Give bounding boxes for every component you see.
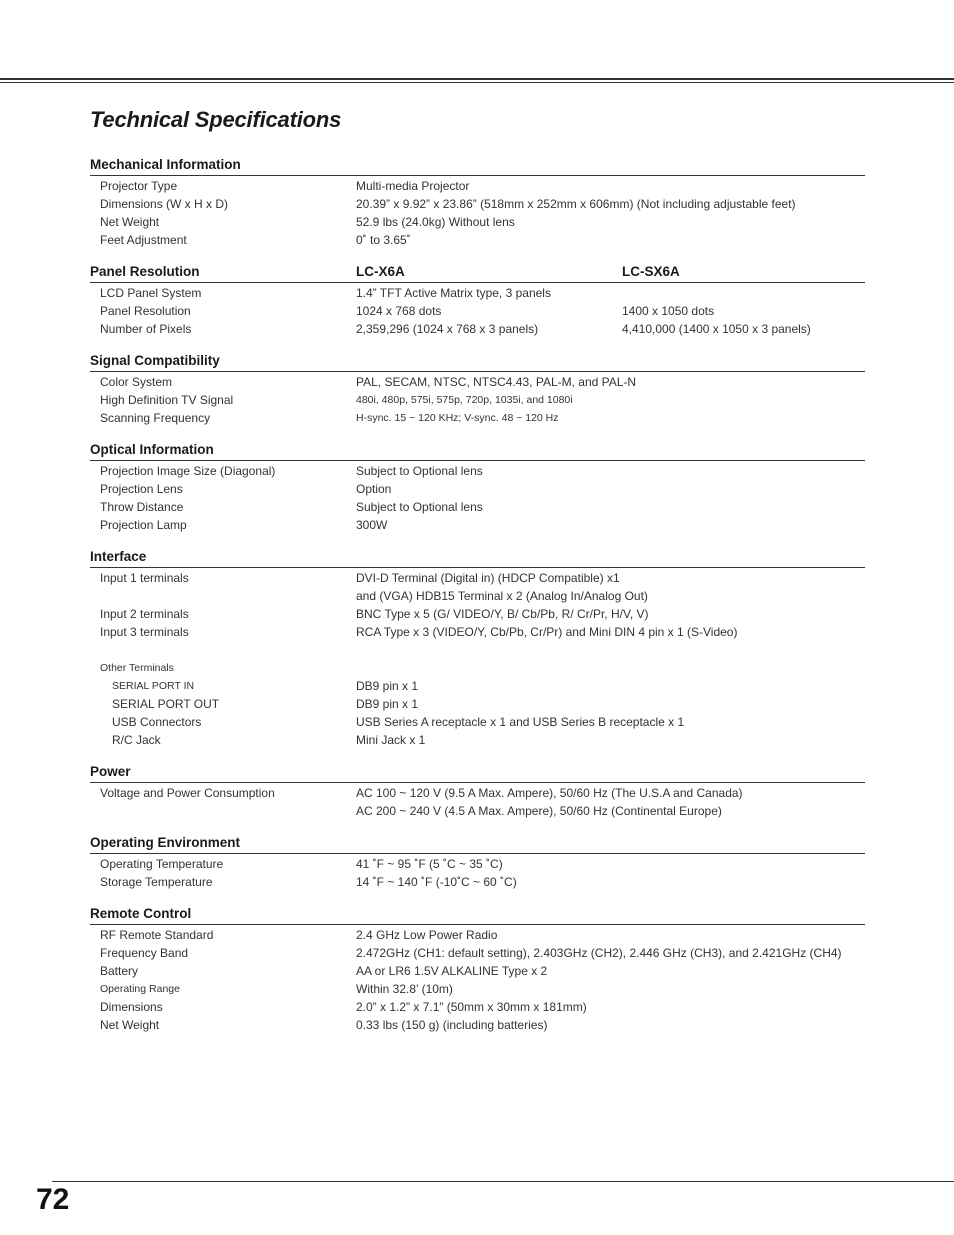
spec-label: Projection Lamp [100,518,187,532]
spec-value: 2,359,296 (1024 x 768 x 3 panels) [356,322,539,336]
spec-value: 300W [356,518,388,532]
spec-label: Number of Pixels [100,322,192,336]
spec-label: Frequency Band [100,946,189,960]
spec-row [90,641,865,659]
spec-row [90,498,865,516]
spec-value: DB9 pin x 1 [356,697,419,711]
spec-label: Net Weight [100,1018,160,1032]
spec-label: R/C Jack [112,733,161,747]
spec-label: Input 3 terminals [100,625,189,639]
section-title: Power [90,764,131,779]
spec-value: Subject to Optional lens [356,464,483,478]
page-number: 72 [36,1183,70,1216]
section-title: Panel Resolution [90,264,200,279]
spec-rows [90,854,865,891]
spec-value: 20.39” x 9.92” x 23.86” (518mm x 252mm x 606mm) (Not including adjustable feet) [356,197,796,211]
spec-value: Within 32.8’ (10m) [356,982,453,996]
section-heading [90,764,865,783]
spec-label: USB Connectors [112,715,202,729]
spec-section [90,157,865,249]
spec-rows [90,176,865,249]
section-heading [90,906,865,925]
spec-section [90,764,865,820]
spec-value: RCA Type x 3 (VIDEO/Y, Cb/Pb, Cr/Pr) and Mini DIN 4 pin x 1 (S-Video) [356,625,738,639]
spec-row [90,926,865,944]
spec-value: H-sync. 15 ~ 120 KHz; V-sync. 48 ~ 120 Hz [356,412,559,424]
spec-value: Option [356,482,392,496]
spec-label: Other Terminals [100,662,174,674]
spec-label: Projection Image Size (Diagonal) [100,464,276,478]
spec-label: Scanning Frequency [100,411,211,425]
spec-section [90,442,865,534]
spec-row [90,569,865,587]
column-header-lc-x6a: LC-X6A [356,264,405,279]
spec-rows [90,372,865,427]
column-header-lc-sx6a: LC-SX6A [622,264,680,279]
spec-rows [90,925,865,1034]
spec-value: AA or LR6 1.5V ALKALINE Type x 2 [356,964,548,978]
spec-row [90,1016,865,1034]
spec-value: 14 ˚F ~ 140 ˚F (-10˚C ~ 60 ˚C) [356,875,517,889]
spec-label: Color System [100,375,173,389]
section-title: Optical Information [90,442,214,457]
section-title: Operating Environment [90,835,241,850]
spec-value: 480i, 480p, 575i, 575p, 720p, 1035i, and 1080i [356,394,573,406]
section-heading [90,264,865,283]
section-heading [90,549,865,568]
spec-row [90,855,865,873]
spec-label: Panel Resolution [100,304,191,318]
spec-value: 2.472GHz (CH1: default setting), 2.403GHz (CH2), 2.446 GHz (CH3), and 2.421GHz (CH4) [356,946,842,960]
spec-value: DB9 pin x 1 [356,679,419,693]
spec-value: Mini Jack x 1 [356,733,426,747]
spec-rows [90,568,865,749]
spec-section [90,835,865,891]
spec-value: Subject to Optional lens [356,500,483,514]
spec-label: Projection Lens [100,482,183,496]
spec-value-lc-sx6a: 1400 x 1050 dots [622,304,715,318]
section-title: Mechanical Information [90,157,241,172]
spec-row [90,587,865,605]
spec-label: LCD Panel System [100,286,202,300]
spec-label: Operating Range [100,983,180,995]
spec-section [90,549,865,749]
spec-value: 2.4 GHz Low Power Radio [356,928,498,942]
spec-label: Battery [100,964,139,978]
spec-label: Storage Temperature [100,875,213,889]
spec-value: 1.4” TFT Active Matrix type, 3 panels [356,286,551,300]
spec-row [90,713,865,731]
spec-row [90,284,865,302]
spec-label: High Definition TV Signal [100,393,234,407]
section-title: Signal Compatibility [90,353,220,368]
spec-row [90,659,865,677]
spec-row [90,302,865,320]
spec-rows [90,283,865,338]
section-heading [90,353,865,372]
spec-value: DVI-D Terminal (Digital in) (HDCP Compatible) x1 [356,571,620,585]
spec-row [90,462,865,480]
spec-label: SERIAL PORT IN [112,680,195,692]
spec-row [90,605,865,623]
section-title: Remote Control [90,906,192,921]
header-rule-thin [0,82,954,83]
spec-row [90,320,865,338]
spec-row [90,213,865,231]
spec-row [90,231,865,249]
spec-row [90,480,865,498]
spec-label: Dimensions (W x H x D) [100,197,229,211]
spec-rows [90,461,865,534]
spec-value-lc-sx6a: 4,410,000 (1400 x 1050 x 3 panels) [622,322,811,336]
spec-value: Multi-media Projector [356,179,470,193]
spec-value: and (VGA) HDB15 Terminal x 2 (Analog In/Analog Out) [356,589,648,603]
spec-label: Feet Adjustment [100,233,187,247]
spec-section [90,906,865,1034]
spec-value: 1024 x 768 dots [356,304,442,318]
spec-row [90,784,865,802]
section-heading [90,835,865,854]
spec-value: PAL, SECAM, NTSC, NTSC4.43, PAL-M, and PAL-N [356,375,637,389]
spec-label: Input 2 terminals [100,607,189,621]
spec-row [90,623,865,641]
spec-row [90,373,865,391]
spec-row [90,998,865,1016]
spec-label: Input 1 terminals [100,571,189,585]
spec-sections [90,157,865,1049]
spec-label: SERIAL PORT OUT [112,697,220,711]
spec-value: 0.33 lbs (150 g) (including batteries) [356,1018,548,1032]
spec-value: AC 200 ~ 240 V (4.5 A Max. Ampere), 50/60 Hz (Continental Europe) [356,804,722,818]
header-rule [0,78,954,80]
spec-value: USB Series A receptacle x 1 and USB Series B receptacle x 1 [356,715,685,729]
spec-value: BNC Type x 5 (G/ VIDEO/Y, B/ Cb/Pb, R/ Cr/Pr, H/V, V) [356,607,649,621]
spec-row [90,980,865,998]
spec-value: 41 ˚F ~ 95 ˚F (5 ˚C ~ 35 ˚C) [356,857,503,871]
spec-row [90,962,865,980]
spec-label: Throw Distance [100,500,184,514]
section-heading [90,442,865,461]
spec-label: Operating Temperature [100,857,224,871]
spec-value: 52.9 lbs (24.0kg) Without lens [356,215,515,229]
spec-section [90,264,865,338]
spec-label: Projector Type [100,179,178,193]
section-title: Interface [90,549,147,564]
spec-section [90,353,865,427]
spec-label: Net Weight [100,215,160,229]
spec-row [90,177,865,195]
spec-row [90,391,865,409]
spec-label: Voltage and Power Consumption [100,786,275,800]
spec-row [90,944,865,962]
spec-row [90,873,865,891]
page-title: Technical Specifications [90,107,342,132]
spec-row [90,677,865,695]
spec-row [90,731,865,749]
spec-value: AC 100 ~ 120 V (9.5 A Max. Ampere), 50/60 Hz (The U.S.A and Canada) [356,786,743,800]
spec-value: 0˚ to 3.65˚ [356,233,411,247]
spec-row [90,802,865,820]
spec-row [90,695,865,713]
spec-row [90,516,865,534]
spec-row [90,409,865,427]
footer-rule [52,1181,954,1182]
spec-rows [90,783,865,820]
section-heading [90,157,865,176]
spec-label: Dimensions [100,1000,163,1014]
spec-value: 2.0” x 1.2” x 7.1” (50mm x 30mm x 181mm) [356,1000,587,1014]
spec-label: RF Remote Standard [100,928,214,942]
spec-row [90,195,865,213]
